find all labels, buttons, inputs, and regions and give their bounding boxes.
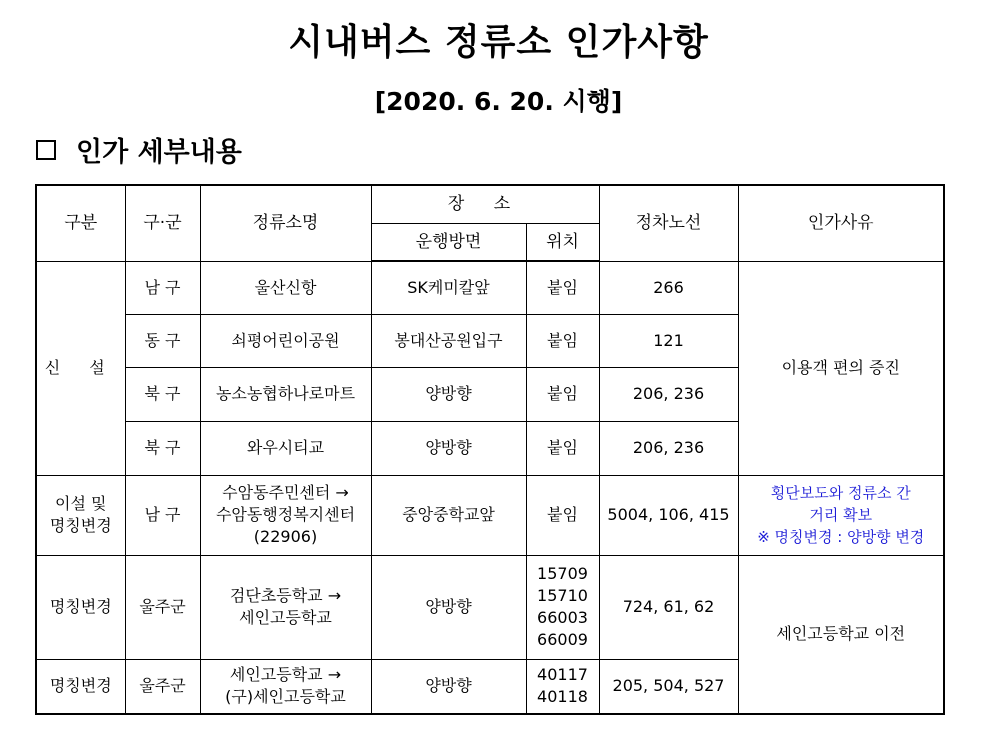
district-cell: 북 구 (125, 367, 200, 421)
reason-cell: 세인고등학교 이전 (738, 555, 944, 714)
square-bullet-icon (36, 140, 56, 160)
direction-cell: 봉대산공원입구 (371, 314, 526, 367)
reason-note: ※ 명칭변경 : 양방향 변경 (757, 528, 925, 546)
position-cell: 붙임 (526, 475, 599, 555)
district-cell: 남 구 (125, 261, 200, 314)
stop-name-cell: 와우시티교 (200, 421, 371, 475)
stop-name-line: (구)세인고등학교 (225, 687, 346, 707)
reason-cell (738, 475, 944, 555)
stop-name-line: 세인고등학교 (239, 608, 332, 627)
routes-cell: 205, 504, 527 (599, 659, 738, 714)
position-line: 15710 (537, 586, 588, 605)
stop-name-line: (22906) (253, 527, 318, 546)
reason-line: 횡단보도와 정류소 간 (770, 484, 911, 502)
stop-name-line: 검단초등학교 → (229, 586, 342, 605)
direction-cell: 양방향 (371, 659, 526, 714)
header-direction: 운행방면 (371, 223, 526, 261)
effective-date: [2020. 6. 20. 시행] (374, 87, 623, 116)
header-routes: 정차노선 (599, 185, 738, 261)
table-row (36, 475, 944, 555)
district-cell: 울주군 (125, 555, 200, 659)
header-location-text: 장 소 (447, 194, 523, 215)
position-cell: 붙임 (526, 261, 599, 314)
header-reason: 인가사유 (738, 185, 944, 261)
header-category: 구분 (36, 185, 125, 261)
stop-name-line: 수암동주민센터 → (222, 483, 349, 502)
header-district: 구·군 (125, 185, 200, 261)
stop-name-line: 세인고등학교 → (229, 665, 342, 685)
district-cell: 동 구 (125, 314, 200, 367)
category-cell (36, 475, 125, 555)
table-row (36, 555, 944, 659)
position-line: 40118 (537, 687, 588, 707)
routes-cell: 724, 61, 62 (599, 555, 738, 659)
position-line: 66003 (537, 608, 588, 627)
position-line: 15709 (537, 564, 588, 583)
table-row (36, 261, 944, 314)
reason-line: 거리 확보 (809, 506, 873, 524)
district-cell: 북 구 (125, 421, 200, 475)
header-location (371, 185, 599, 223)
stop-name-cell: 울산신항 (200, 261, 371, 314)
stop-name-cell (200, 659, 371, 714)
stop-name-cell (200, 475, 371, 555)
section-heading-text: 인가 세부내용 (76, 137, 242, 168)
position-line: 66009 (537, 630, 588, 649)
position-line: 40117 (537, 665, 588, 685)
direction-cell: 양방향 (371, 421, 526, 475)
position-cell: 붙임 (526, 367, 599, 421)
category-line: 이설 및 (55, 494, 107, 513)
category-line: 명칭변경 (49, 516, 112, 535)
position-cell (526, 659, 599, 714)
routes-cell: 121 (599, 314, 738, 367)
routes-cell: 206, 236 (599, 367, 738, 421)
direction-cell: 양방향 (371, 555, 526, 659)
position-cell (526, 555, 599, 659)
stop-name-cell: 쇠평어린이공원 (200, 314, 371, 367)
direction-cell: SK케미칼앞 (371, 261, 526, 314)
header-stop-name: 정류소명 (200, 185, 371, 261)
district-cell: 남 구 (125, 475, 200, 555)
category-cell: 명칭변경 (36, 555, 125, 659)
category-text: 신 설 (44, 358, 117, 377)
direction-cell: 중앙중학교앞 (371, 475, 526, 555)
reason-cell: 이용객 편의 증진 (738, 261, 944, 475)
approval-table (35, 184, 945, 715)
position-cell: 붙임 (526, 421, 599, 475)
page-title: 시내버스 정류소 인가사항 (288, 22, 709, 63)
district-cell: 울주군 (125, 659, 200, 714)
stop-name-line: 수암동행정복지센터 (215, 505, 356, 524)
category-cell (36, 261, 125, 475)
section-heading (36, 130, 242, 169)
position-cell: 붙임 (526, 314, 599, 367)
header-position: 위치 (526, 223, 599, 261)
routes-cell: 5004, 106, 415 (599, 475, 738, 555)
direction-cell: 양방향 (371, 367, 526, 421)
routes-cell: 266 (599, 261, 738, 314)
stop-name-cell (200, 555, 371, 659)
category-cell: 명칭변경 (36, 659, 125, 714)
routes-cell: 206, 236 (599, 421, 738, 475)
stop-name-cell: 농소농협하나로마트 (200, 367, 371, 421)
